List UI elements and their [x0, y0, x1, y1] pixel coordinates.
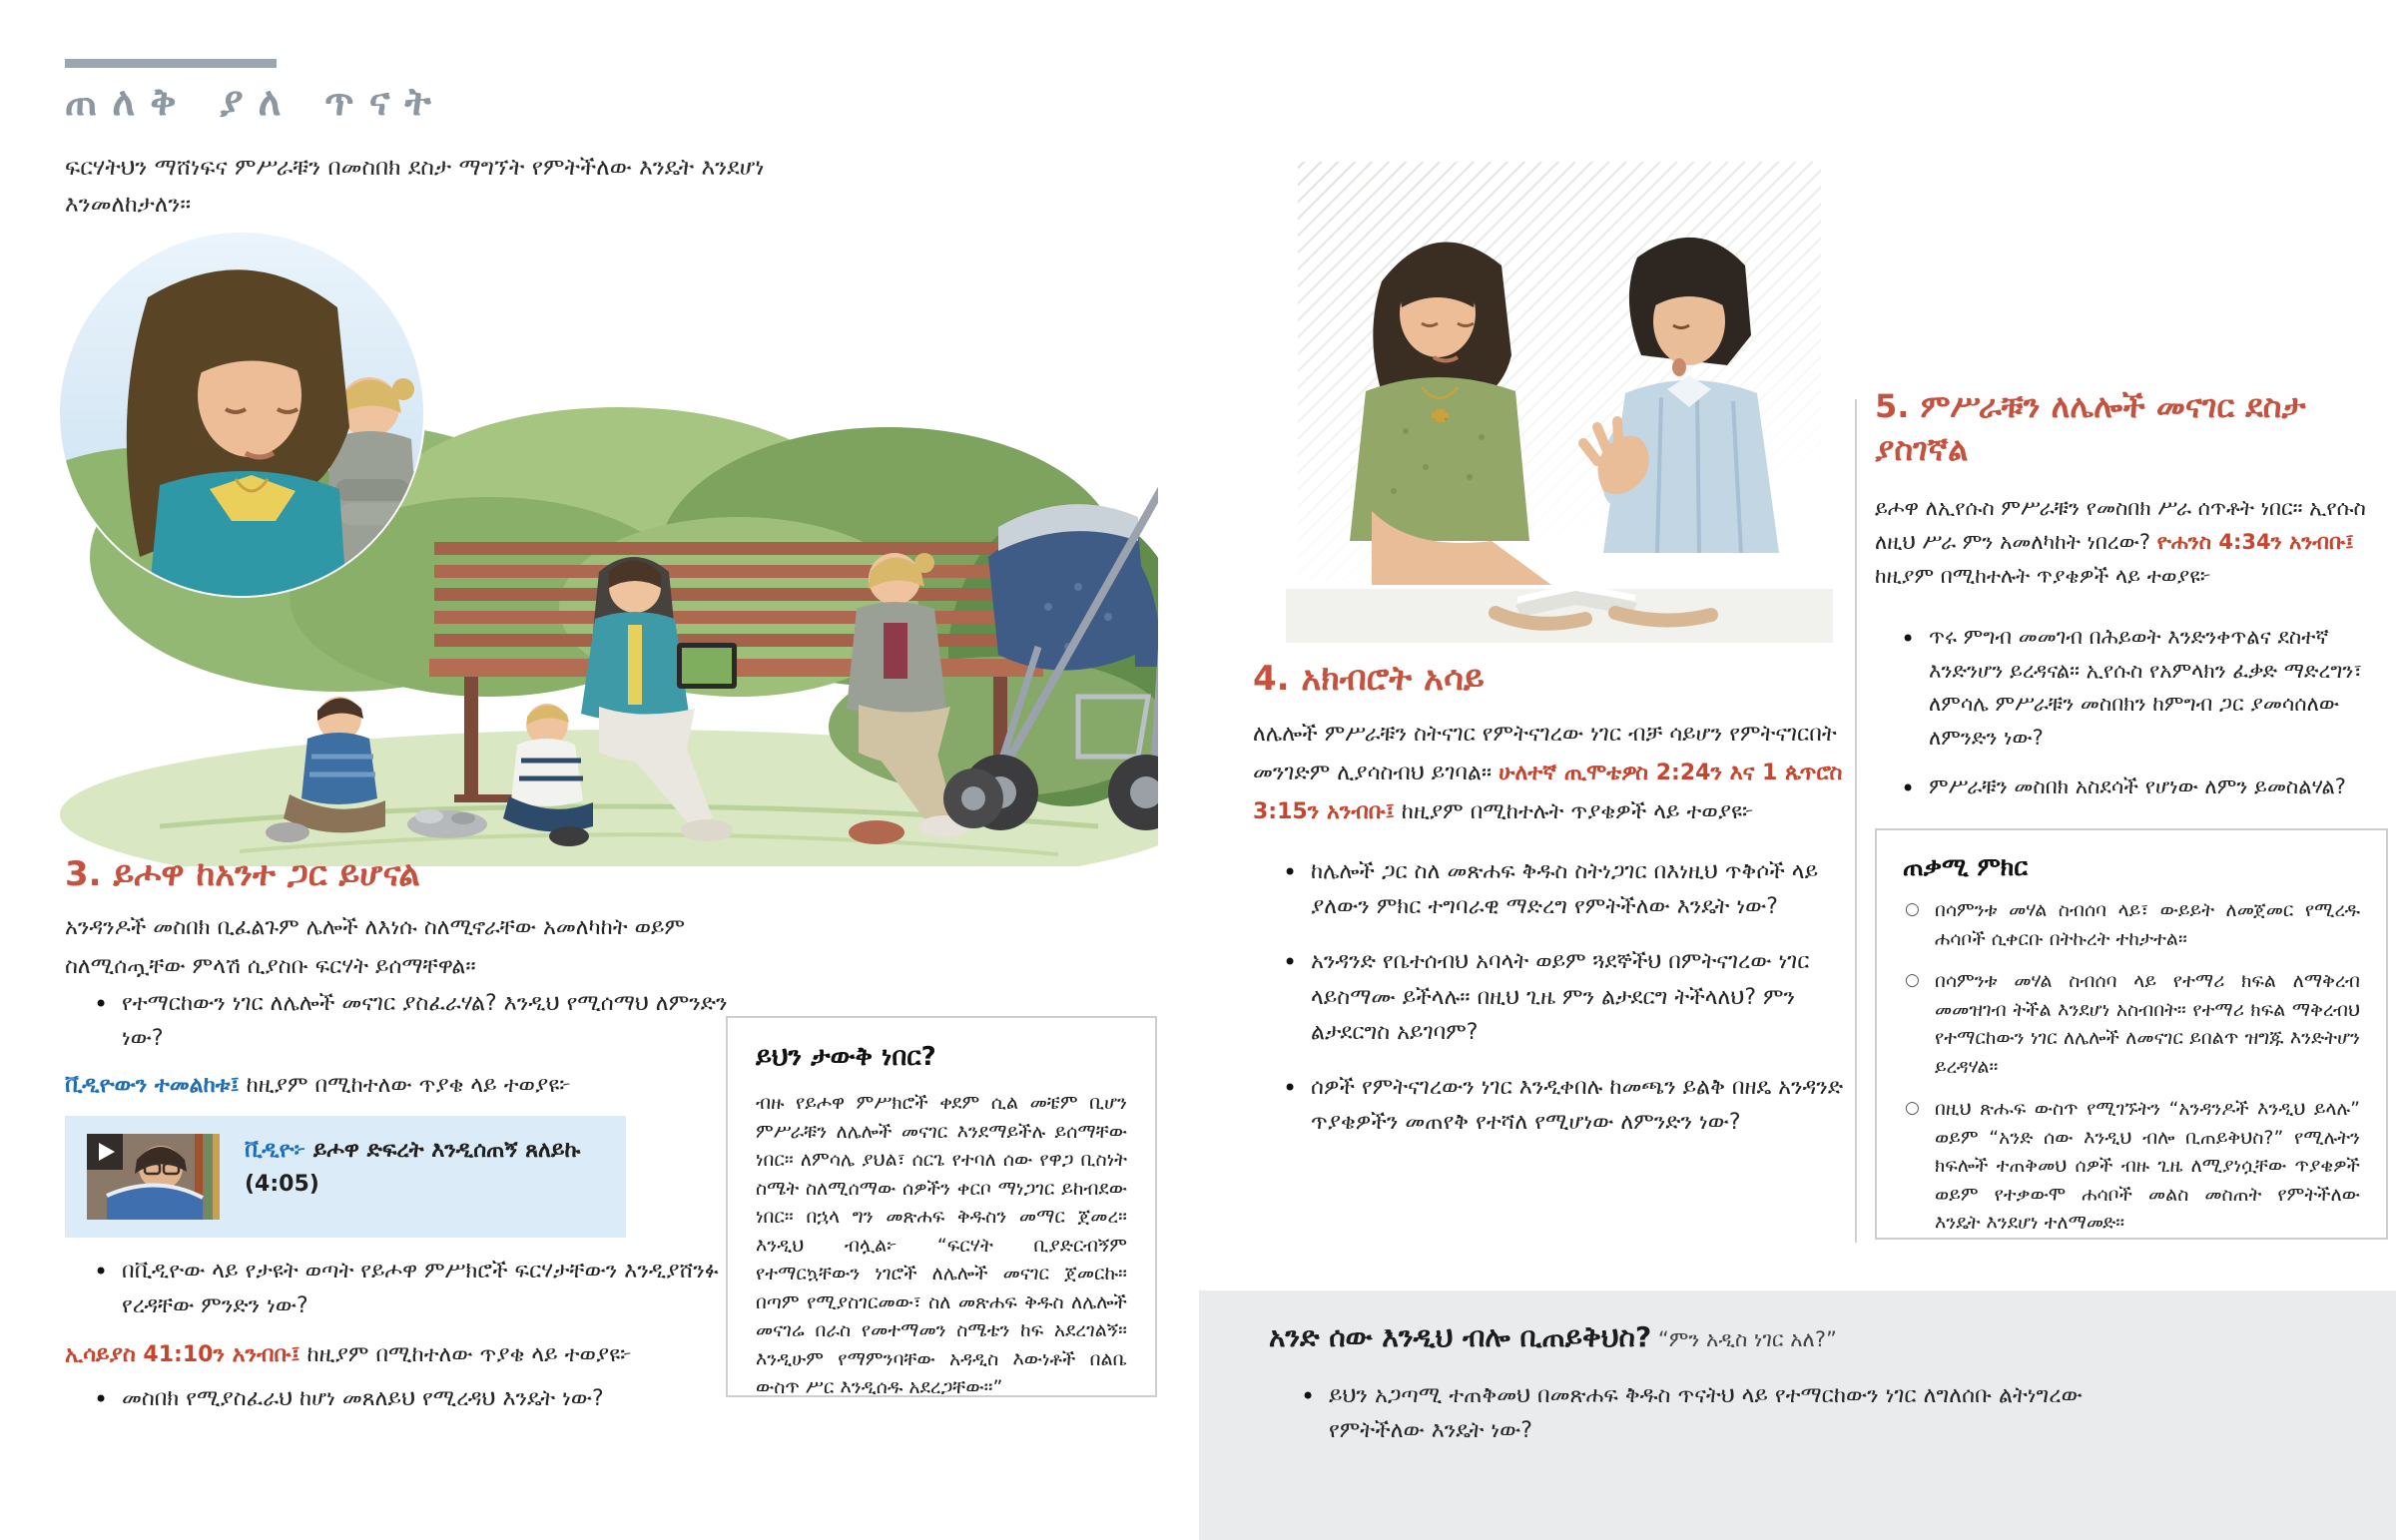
tip-item: ○ በሳምንቱ መሃል ስብሰባ ላይ፣ ውይይት ለመጀመር የሚረዱ ሐሳቦች ሲቀርቡ በትኩረት ተከታተል። — [1903, 896, 2360, 953]
scripture-rest: ከዚያም በሚከተለው ጥያቄ ላይ ተወያዩ፦ — [300, 1342, 632, 1367]
video-cta-line — [65, 1068, 754, 1103]
did-you-know-box — [726, 1016, 1157, 1397]
discussion-question: • ከሌሎች ጋር ስለ መጽሐፍ ቅዱስ ስትነጋገር በእነዚህ ጥቅሶች ላይ ያለውን ምክር ተግባራዊ ማድረግ የምትችለው እንዴት ነው? — [1281, 854, 1865, 924]
discussion-question: • ሰዎች የምትናገረውን ነገር እንዲቀበሉ ከመጫን ይልቅ በዘዴ አንዳንድ ጥያቄዎችን መጠየቅ የተሻለ የሚሆነው ለምንድን ነው? — [1281, 1070, 1865, 1140]
helpful-tip-box — [1875, 828, 2388, 1240]
video-title[interactable]: ይሖዋ ድፍረት እንዲሰጠኝ ጸለይኩ — [305, 1138, 581, 1163]
section4-bullet-list — [1281, 854, 1865, 1160]
section3-heading: 3. ይሖዋ ከአንተ ጋር ይሆናል — [65, 854, 420, 894]
what-if-asked-question: አንድ ሰው እንዲህ ብሎ ቢጠይቅህስ? — [1269, 1320, 1652, 1353]
column-divider — [1855, 399, 1857, 1243]
discussion-question: • ምሥራቹን መስበክ አስደሳች የሆነው ለምን ይመስልሃል? — [1899, 770, 2390, 804]
helpful-tip-list — [1903, 896, 2360, 1238]
discussion-question: • ጥሩ ምግብ መመገብ በሕይወት እንድንቀጥልና ደስተኛ እንድንሆን ይረዳናል። ኢየሱስ የአምላክን ፈቃድ ማድረግን፣ ለምሳሌ ምሥራቹን መስበክን ከምግብ ጋር ያመሳሰለው ለምንድን ነው? — [1899, 621, 2390, 755]
discussion-question: • የተማርከውን ነገር ለሌሎች መናገር ያስፈራሃል? እንዲህ የሚሰማህ ለምንድን ነው? — [92, 986, 751, 1056]
kicker-rule — [65, 59, 277, 68]
tip-item: ○ በሳምንቱ መሃል ስብሰባ ላይ የተማሪ ክፍል ለማቅረብ መመዝገብ ትችል እንደሆነ አስብበት። የተማሪ ክፍል ማቅረብህ የተማርከውን ነገር ለሌሎች ለመናገር ይበልጥ ዝግጁ እንድትሆን ይረዳሃል። — [1903, 967, 2360, 1081]
section4-para-start: ለሌሎች ምሥራቹን ስትናገር የምትናገረው ነገር ብቻ ሳይሆን የምትናገርበት መንገድም ሊያሳስብህ ይገባል። — [1253, 722, 1837, 786]
section5-paragraph — [1875, 491, 2388, 593]
did-you-know-title: ይህን ታውቅ ነበር? — [756, 1042, 936, 1072]
section3-scripture-line — [65, 1337, 754, 1372]
park-scene-svg — [40, 228, 1158, 866]
did-you-know-body: ብዙ የይሖዋ ምሥክሮች ቀደም ሲል መቼም ቢሆን ምሥራቹን ለሌሎች መናገር እንደማይችሉ ይሰማቸው ነበር። ለምሳሌ ያህል፣ ሰርጌ የተባለ ሰው የዋጋ ቢስነት ስሜት ስለሚሰማው ሰዎችን ቀርቦ ማነጋገር ይከብደው ነበር። በኋላ ግን መጽሐፍ ቅዱስን መማር ጀመረ። እንዲህ ብሏል፦ “ፍርሃት ቢያድርብኝም የተማርኳቸውን ነገሮች ለሌሎች መናገር ጀመርኩ። በጣም የሚያስገርመው፣ ስለ መጽሐፍ ቅዱስ ለሌሎች መናገሬ በራስ የመተማመን ስሜቴን ከፍ አደረገልኝ። እንዲሁም የማምንባቸው አዳዲስ እውነቶች በልቤ ውስጥ ሥር እንዲሰዱ አደረጋቸው።” — [756, 1092, 1127, 1398]
section5-bullet-list — [1899, 621, 2390, 820]
what-if-asked-panel — [1199, 1290, 2396, 1540]
video-card[interactable] — [65, 1116, 626, 1238]
bible-study-svg — [1286, 162, 1833, 643]
section4-paragraph — [1253, 715, 1860, 831]
what-if-asked-quote: “ምን አዲስ ነገር አለ?” — [1651, 1327, 1837, 1351]
video-text — [245, 1134, 614, 1202]
discussion-question: • ይህን አጋጣሚ ተጠቅመህ በመጽሐፍ ቅዱስ ጥናትህ ላይ የተማርከውን ነገር ለግለሰቡ ልትነግረው የምትችለው እንዴት ነው? — [1299, 1378, 2137, 1448]
discussion-question: • አንዳንድ የቤተሰብህ አባላት ወይም ጓደኞችህ በምትናገረው ነገር ላይስማሙ ይችላሉ። በዚህ ጊዜ ምን ልታደርግ ትችላለህ? ምን ልታደርግስ አይገባም? — [1281, 944, 1865, 1050]
scripture-link[interactable]: ኢሳይያስ 41:10ን አንብቡ፤ — [65, 1342, 300, 1367]
watch-video-link[interactable]: ቪዲዮውን ተመልከቱ፤ — [65, 1073, 240, 1098]
section5-para-end: ከዚያም በሚከተሉት ጥያቄዎች ላይ ተወያዩ፦ — [1875, 564, 2211, 589]
park-scene-illustration — [40, 228, 1158, 866]
discussion-question: • መስበክ የሚያስፈራህ ከሆነ መጸለይህ የሚረዳህ እንዴት ነው? — [92, 1381, 751, 1416]
kicker-label: ጠለቅ ያለ ጥናት — [65, 80, 446, 125]
section3-paragraph: አንዳንዶች መስበክ ቢፈልጉም ሌሎች ለእነሱ ስለሚኖራቸው አመለካከት ወይም ስለሚሰጧቸው ምላሽ ሲያስቡ ፍርሃት ይሰማቸዋል። — [65, 915, 686, 980]
section4-para-end: ከዚያም በሚከተሉት ጥያቄዎች ላይ ተወያዩ፦ — [1394, 799, 1754, 825]
video-thumbnail-svg — [87, 1134, 220, 1220]
bible-study-illustration — [1286, 162, 1833, 643]
what-if-asked-title — [1269, 1320, 1837, 1354]
scripture-link[interactable]: ሁለተኛ ጢሞቴዎስ 2:24ን እና 1 ጴጥሮስ 3:15ን አንብቡ፤ — [1253, 761, 1843, 825]
section3-bullet-list-3 — [92, 1381, 751, 1436]
video-cta-rest: ከዚያም በሚከተለው ጥያቄ ላይ ተወያዩ፦ — [239, 1073, 571, 1098]
section4-heading: 4. አክብሮት አሳይ — [1253, 659, 1485, 699]
helpful-tip-title: ጠቃሚ ምክር — [1903, 852, 2029, 881]
what-if-asked-bullet-list — [1299, 1378, 2137, 1468]
table-with-book — [1286, 583, 1833, 643]
scripture-link[interactable]: ዮሐንስ 4:34ን አንብቡ፤ — [2156, 530, 2354, 555]
section5-para-start: ይሖዋ ለኢየሱስ ምሥራቹን የመስበክ ሥራ ሰጥቶት ነበር። ኢየሱስ ለዚህ ሥራ ምን አመለካከት ነበረው? — [1875, 496, 2366, 555]
intro-paragraph: ፍርሃትህን ማሸነፍና ምሥራቹን በመስበክ ደስታ ማግኘት የምትችለው እንዴት እንደሆነ እንመለከታለን። — [65, 155, 765, 219]
video-duration: (4:05) — [245, 1172, 319, 1198]
section5-heading: 5. ምሥራቹን ለሌሎች መናገር ደስታ ያስገኛል — [1875, 387, 2306, 469]
section3-bullet-list-2 — [92, 1254, 751, 1343]
video-thumbnail[interactable] — [87, 1134, 220, 1220]
discussion-question: • በቪዲዮው ላይ የታዩት ወጣት የይሖዋ ምሥክሮች ፍርሃታቸውን እንዲያሸንፉ የረዳቸው ምንድን ነው? — [92, 1254, 751, 1323]
section3-bullet-list-1 — [92, 986, 751, 1076]
tip-item: ○ በዚህ ጽሑፍ ውስጥ የሚገኙትን “አንዳንዶች እንዲህ ይላሉ” ወይም “አንድ ሰው እንዲህ ብሎ ቢጠይቅህስ?” የሚሉትን ክፍሎች ተጠቅመህ ሰዎች ብዙ ጊዜ ለሚያነሷቸው ጥያቄዎች ወይም የተቃውሞ ሐሳቦች መልስ መስጠት የምትችለው እንዴት እንደሆነ ተለማመድ። — [1903, 1095, 2360, 1238]
video-label[interactable]: ቪዲዮ፦ — [245, 1138, 306, 1163]
